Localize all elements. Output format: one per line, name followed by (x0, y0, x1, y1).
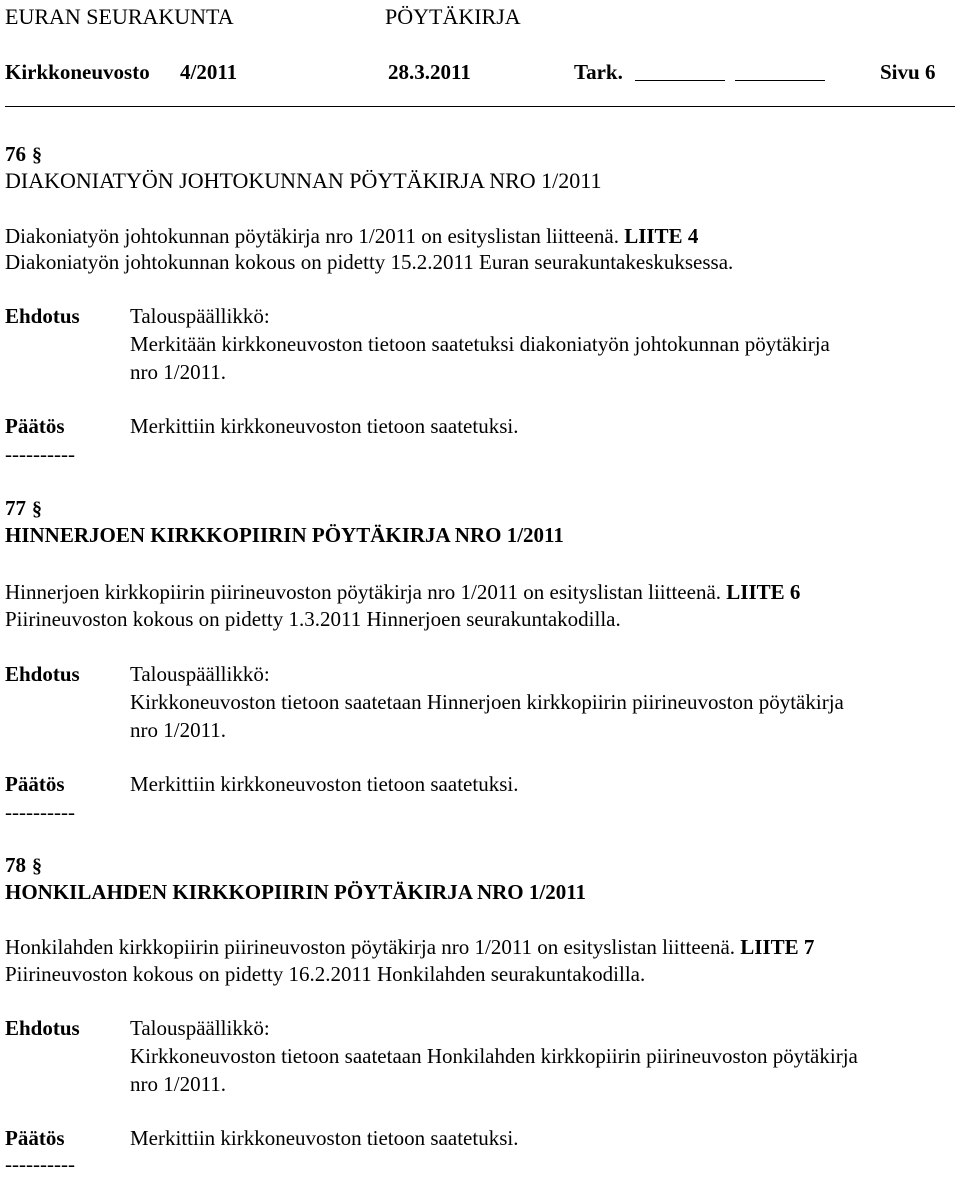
intro-line-1 (5, 580, 800, 605)
section-separator: ---------- (5, 442, 75, 466)
decision-text: Merkittiin kirkkoneuvoston tietoon saatetuksi. (130, 1126, 519, 1150)
section-number: 77 (5, 496, 26, 520)
section-heading-77 (5, 496, 42, 521)
section-sign: § (32, 498, 42, 520)
checker-signature-line-1 (635, 62, 725, 81)
decision-text: Merkittiin kirkkoneuvoston tietoon saatetuksi. (130, 772, 519, 796)
org-name: EURAN SEURAKUNTA (5, 4, 234, 29)
attachment-ref: LIITE 4 (624, 224, 699, 248)
proposer: Talouspäällikkö: (130, 662, 270, 686)
body-name: Kirkkoneuvosto (5, 60, 150, 84)
intro-text: Honkilahden kirkkopiirin piirineuvoston pöytäkirja nro 1/2011 on esityslistan liitteenä. (5, 935, 736, 959)
intro-line-2: Piirineuvoston kokous on pidetty 1.3.2011 Hinnerjoen seurakuntakodilla. (5, 607, 621, 631)
decision-label: Päätös (5, 414, 65, 438)
intro-line-1 (5, 224, 698, 249)
section-title: DIAKONIATYÖN JOHTOKUNNAN PÖYTÄKIRJA NRO 1/2011 (5, 168, 602, 193)
section-sign: § (32, 144, 42, 166)
section-number: 76 (5, 142, 26, 166)
header-rule (5, 106, 955, 107)
proposal-line-1: Merkitään kirkkoneuvoston tietoon saatetuksi diakoniatyön johtokunnan pöytäkirja (130, 332, 830, 356)
proposal-line-1: Kirkkoneuvoston tietoon saatetaan Hinnerjoen kirkkopiirin piirineuvoston pöytäkirja (130, 690, 844, 714)
proposer: Talouspäällikkö: (130, 304, 270, 328)
section-number: 78 (5, 853, 26, 877)
intro-line-2: Piirineuvoston kokous on pidetty 16.2.2011 Honkilahden seurakuntakodilla. (5, 962, 646, 986)
section-heading-78 (5, 853, 42, 878)
page-number: Sivu 6 (880, 60, 936, 84)
section-title: HONKILAHDEN KIRKKOPIIRIN PÖYTÄKIRJA NRO 1/2011 (5, 880, 587, 904)
checker-signature-line-2 (735, 62, 825, 81)
proposal-line-2: nro 1/2011. (130, 1072, 227, 1096)
proposal-label: Ehdotus (5, 304, 80, 328)
proposal-line-2: nro 1/2011. (130, 718, 227, 742)
section-separator: ---------- (5, 1152, 75, 1176)
section-title: HINNERJOEN KIRKKOPIIRIN PÖYTÄKIRJA NRO 1/2011 (5, 523, 564, 547)
intro-line-2: Diakoniatyön johtokunnan kokous on pidetty 15.2.2011 Euran seurakuntakeskuksessa. (5, 250, 734, 274)
doc-type: PÖYTÄKIRJA (385, 4, 521, 29)
intro-text: Diakoniatyön johtokunnan pöytäkirja nro 1/2011 on esityslistan liitteenä. (5, 224, 619, 248)
checked-label: Tark. (574, 60, 623, 84)
meeting-date: 28.3.2011 (388, 60, 471, 84)
section-separator: ---------- (5, 800, 75, 824)
decision-text: Merkittiin kirkkoneuvoston tietoon saatetuksi. (130, 414, 519, 438)
attachment-ref: LIITE 7 (740, 935, 815, 959)
section-heading-76 (5, 142, 42, 167)
proposal-label: Ehdotus (5, 1016, 80, 1040)
attachment-ref: LIITE 6 (726, 580, 801, 604)
proposal-line-2: nro 1/2011. (130, 360, 227, 384)
decision-label: Päätös (5, 1126, 65, 1150)
intro-text: Hinnerjoen kirkkopiirin piirineuvoston pöytäkirja nro 1/2011 on esityslistan liitteenä. (5, 580, 722, 604)
proposal-line-1: Kirkkoneuvoston tietoon saatetaan Honkilahden kirkkopiirin piirineuvoston pöytäkirja (130, 1044, 858, 1068)
proposal-label: Ehdotus (5, 662, 80, 686)
meeting-number: 4/2011 (180, 60, 238, 84)
proposer: Talouspäällikkö: (130, 1016, 270, 1040)
section-sign: § (32, 855, 42, 877)
decision-label: Päätös (5, 772, 65, 796)
intro-line-1 (5, 935, 814, 960)
